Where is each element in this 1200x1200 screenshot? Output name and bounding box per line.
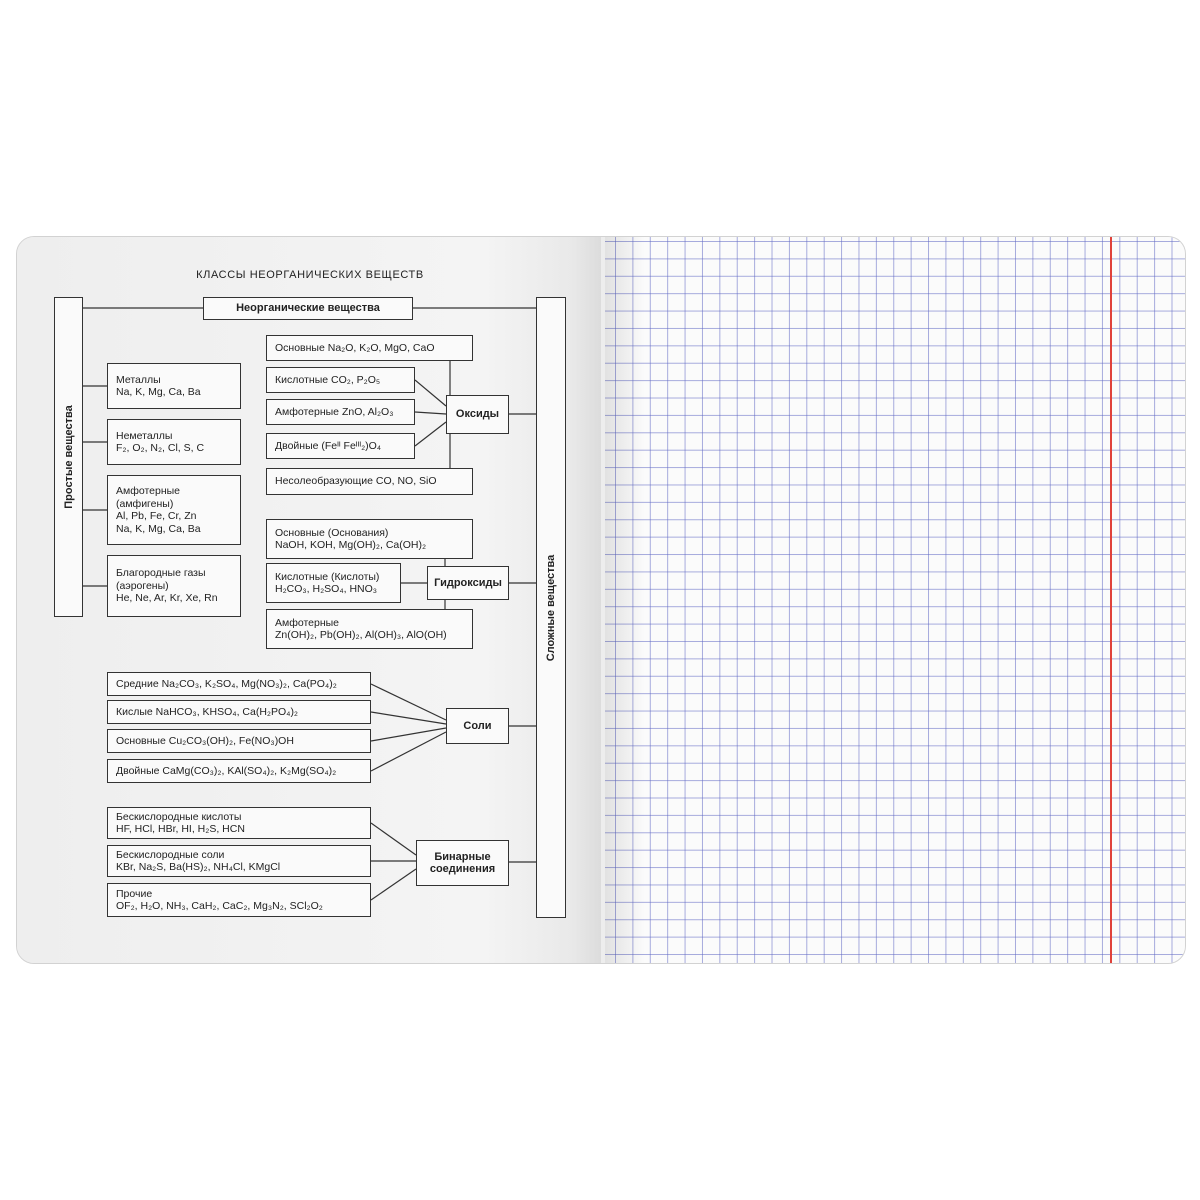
binary-item: [107, 845, 371, 877]
salt-item: Кислые NaHCO₃, KHSO₄, Ca(H₂PO₄)₂: [107, 700, 371, 724]
binary-item: [107, 807, 371, 839]
box-line: Бескислородные кислоты: [116, 810, 242, 823]
oxide-item: Основные Na₂O, K₂O, MgO, CaO: [266, 335, 473, 361]
box-line: Бескислородные соли: [116, 848, 225, 861]
oxide-item: Амфотерные ZnO, Al₂O₃: [266, 399, 415, 425]
nonmetals-box: [107, 419, 241, 465]
box-line: HF, HCl, HBr, HI, H₂S, HCN: [116, 823, 245, 835]
hydroxide-item: [266, 563, 401, 603]
box-line: Na, K, Mg, Ca, Ba: [116, 522, 201, 535]
box-line: OF₂, H₂O, NH₃, CaH₂, CaC₂, Mg₃N₂, SCl₂O₂: [116, 900, 323, 912]
box-line: Na, K, Mg, Ca, Ba: [116, 386, 201, 398]
box-line: F₂, O₂, N₂, Cl, S, C: [116, 442, 205, 454]
salts-node: Соли: [446, 708, 509, 744]
box-line: соединения: [429, 863, 496, 875]
salt-item: Средние Na₂CO₃, K₂SO₄, Mg(NO₃)₂, Ca(PO₄)₂: [107, 672, 371, 696]
box-line: Амфотерные: [275, 616, 340, 629]
diagram-title: КЛАССЫ НЕОРГАНИЧЕСКИХ ВЕЩЕСТВ: [196, 269, 424, 281]
salt-item: Двойные CaMg(CO₃)₂, KAl(SO₄)₂, K₂Mg(SO₄)₂: [107, 759, 371, 783]
hydroxide-item: [266, 609, 473, 649]
simple-substances-bar: [54, 297, 83, 617]
box-line: H₂CO₃, H₂SO₄, HNO₃: [275, 583, 378, 595]
box-line: Амфотерные: [116, 485, 181, 497]
box-line: KBr, Na₂S, Ba(HS)₂, NH₄Cl, KMgCl: [116, 861, 281, 873]
oxide-item: Двойные (Feᴵᴵ Feᴵᴵᴵ₂)O₄: [266, 433, 415, 459]
box-line: Бинарные: [434, 850, 491, 863]
oxide-item: Кислотные CO₂, P₂O₅: [266, 367, 415, 393]
binary-item: [107, 883, 371, 917]
box-line: Основные (Основания): [275, 526, 389, 539]
box-line: Кислотные (Кислоты): [275, 570, 380, 583]
box-line: Неметаллы: [116, 429, 173, 442]
hydroxides-node: Гидроксиды: [427, 566, 509, 600]
complex-substances-bar: [536, 297, 566, 918]
box-line: Благородные газы: [116, 567, 206, 580]
metals-box: [107, 363, 241, 409]
noble-gases-box: [107, 555, 241, 617]
box-line: He, Ne, Ar, Kr, Xe, Rn: [116, 592, 218, 605]
box-line: NaOH, KOH, Mg(OH)₂, Ca(OH)₂: [275, 539, 427, 551]
oxide-item: Несолеобразующие CO, NO, SiO: [266, 468, 473, 495]
box-line: Al, Pb, Fe, Cr, Zn: [116, 510, 197, 522]
box-line: Zn(OH)₂, Pb(OH)₂, Al(OH)₃, AlO(OH): [275, 629, 447, 641]
hydroxide-item: [266, 519, 473, 559]
box-line: Металлы: [116, 373, 161, 386]
root-node: Неорганические вещества: [203, 297, 413, 320]
simple-substances-label: Простые вещества: [62, 405, 75, 509]
binary-node: [416, 840, 509, 886]
complex-substances-label: Сложные вещества: [545, 554, 557, 661]
box-line: (аэрогены): [116, 579, 169, 592]
oxides-node: Оксиды: [446, 395, 509, 434]
salt-item: Основные Cu₂CO₃(OH)₂, Fe(NO₃)OH: [107, 729, 371, 753]
box-line: (амфигены): [116, 497, 174, 510]
amphoteric-box: [107, 475, 241, 545]
box-line: Прочие: [116, 887, 153, 900]
